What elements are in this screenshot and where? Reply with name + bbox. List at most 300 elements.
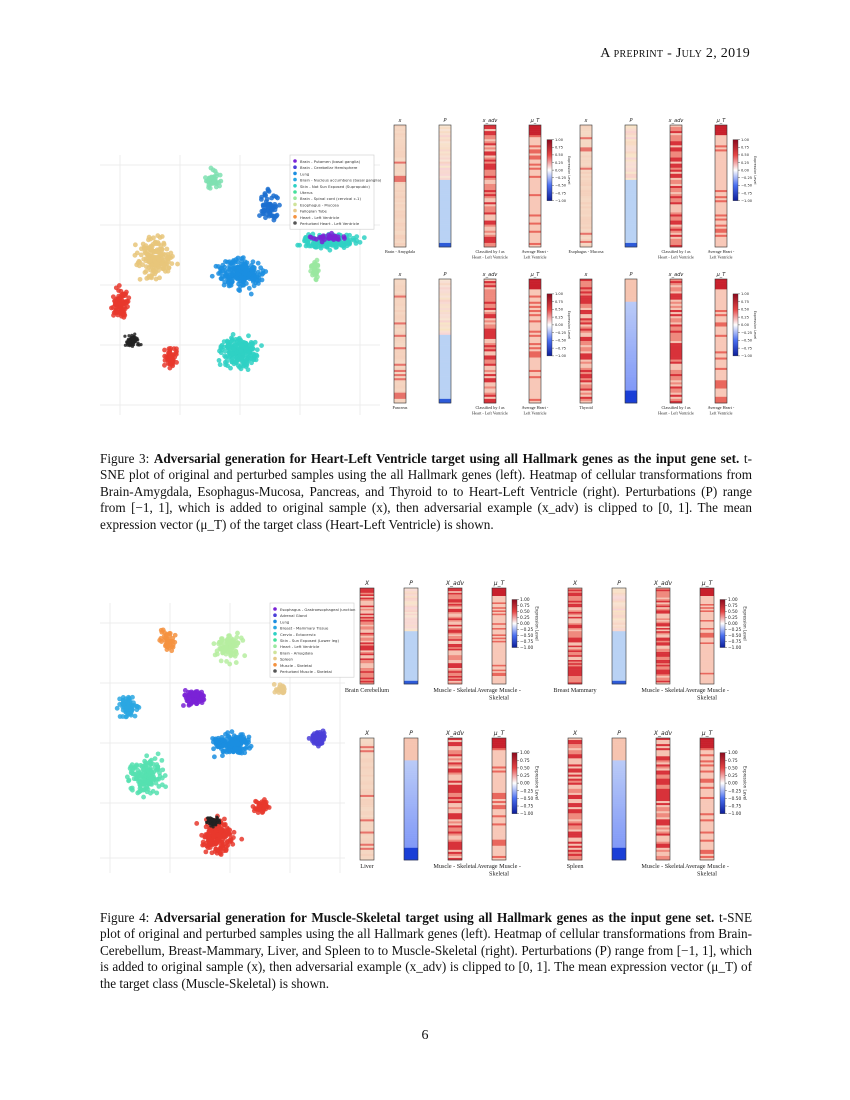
colorbar-tick-label: 0.00 xyxy=(741,168,750,173)
heatmap-band xyxy=(612,752,626,754)
heatmap-band xyxy=(625,212,637,214)
heatmap-band xyxy=(394,172,406,174)
cluster-green-small-point xyxy=(212,179,217,184)
legend-label: Esophagus - Gastroesophageal Junction xyxy=(280,607,356,612)
colorbar-bar xyxy=(733,140,738,201)
heatmap-band xyxy=(448,819,462,821)
heatmap-band xyxy=(484,227,496,229)
heatmap-band xyxy=(394,210,406,212)
heatmap-band xyxy=(439,362,451,364)
heatmap-band xyxy=(625,137,637,139)
heatmap-band xyxy=(439,192,451,194)
heatmap-band xyxy=(529,221,541,223)
heatmap-band xyxy=(580,310,592,312)
heatmap-band xyxy=(484,347,496,349)
heatmap-band xyxy=(580,194,592,196)
cluster-mint-point xyxy=(144,762,149,767)
heatmap-band xyxy=(394,318,406,320)
heatmap-band xyxy=(568,842,582,844)
column-header: x_adv xyxy=(482,272,498,278)
heatmap-band xyxy=(529,217,541,219)
heatmap-band xyxy=(439,204,451,206)
heatmap-band xyxy=(439,133,451,135)
heatmap-band xyxy=(612,779,626,781)
cluster-perturbed-point xyxy=(131,345,134,348)
heatmap-column xyxy=(656,588,670,684)
heatmap-band xyxy=(529,389,541,391)
heatmap-band xyxy=(656,817,670,819)
cluster-blue-point xyxy=(236,741,241,746)
heatmap-band xyxy=(670,372,682,374)
heatmap-band xyxy=(625,345,637,347)
heatmap-band xyxy=(670,331,682,333)
cluster-red-point xyxy=(218,850,223,855)
heatmap-band xyxy=(484,164,496,166)
heatmap-band xyxy=(625,287,637,289)
legend-label: Cervix - Ectocervix xyxy=(280,631,316,637)
colorbar-label: Expression Level xyxy=(566,155,571,185)
heatmap-band xyxy=(670,176,682,178)
heatmap-column xyxy=(580,279,592,403)
heatmap-band xyxy=(492,754,506,756)
cluster-red-point xyxy=(228,836,233,841)
heatmap-band xyxy=(404,825,418,827)
heatmap-band xyxy=(580,166,592,168)
heatmap-band xyxy=(580,186,592,188)
cluster-red-point xyxy=(222,823,227,828)
colorbar-tick-label: 0.00 xyxy=(728,781,738,787)
heatmap-band xyxy=(715,153,727,155)
cluster-teal-point xyxy=(259,343,264,348)
heatmap-band xyxy=(394,186,406,188)
heatmap-band xyxy=(625,178,637,180)
heatmap-band xyxy=(700,803,714,805)
heatmap-band xyxy=(529,368,541,370)
heatmap-band xyxy=(656,807,670,809)
heatmap-band xyxy=(715,198,727,200)
cluster-tan-point xyxy=(147,235,152,240)
heatmap-band xyxy=(492,825,506,827)
heatmap-band xyxy=(700,795,714,797)
heatmap-band xyxy=(484,355,496,357)
colorbar-tick-label: −1.00 xyxy=(741,198,753,203)
heatmap-band xyxy=(439,331,451,333)
cluster-blue-point xyxy=(230,729,235,734)
heatmap-band xyxy=(656,821,670,823)
heatmap-band xyxy=(439,289,451,291)
heatmap-band xyxy=(448,758,462,760)
cluster-orange-point xyxy=(168,640,173,645)
colorbar-tick-label: 0.75 xyxy=(741,145,750,150)
heatmap-column xyxy=(439,279,451,403)
colorbar-tick-label: −0.50 xyxy=(555,338,567,343)
heatmap-band xyxy=(439,235,451,237)
cluster-cyan-point xyxy=(127,696,132,701)
heatmap-band xyxy=(715,343,727,345)
heatmap-band xyxy=(580,306,592,308)
heatmap-band xyxy=(625,206,637,208)
heatmap-band xyxy=(448,785,462,787)
cluster-red-point xyxy=(239,837,244,842)
heatmap-band xyxy=(670,125,682,127)
heatmap-band xyxy=(625,131,637,133)
heatmap-band xyxy=(484,214,496,216)
heatmap-band xyxy=(656,850,670,852)
heatmap-band xyxy=(360,811,374,813)
heatmap-band xyxy=(529,219,541,221)
heatmap-band xyxy=(670,227,682,229)
heatmap-band xyxy=(670,314,682,316)
heatmap-band xyxy=(715,196,727,198)
heatmap-band xyxy=(625,355,637,357)
heatmap-band xyxy=(656,752,670,754)
heatmap-band xyxy=(529,308,541,310)
colorbar-tick-label: −0.25 xyxy=(741,330,753,335)
heatmap-band xyxy=(529,316,541,318)
heatmap-band xyxy=(580,139,592,141)
heatmap-band xyxy=(656,779,670,781)
heatmap-band xyxy=(568,848,582,850)
heatmap-band xyxy=(439,182,451,184)
heatmap-band xyxy=(394,151,406,153)
heatmap-band xyxy=(715,235,727,237)
heatmap-band xyxy=(580,339,592,341)
heatmap-band xyxy=(360,756,374,758)
heatmap-band xyxy=(394,287,406,289)
heatmap-band xyxy=(580,200,592,202)
heatmap-band xyxy=(715,208,727,210)
colorbar-label: Expression Level xyxy=(752,155,757,185)
cluster-dark-blue-point xyxy=(270,208,275,213)
heatmap-band xyxy=(568,823,582,825)
heatmap-band xyxy=(404,856,418,858)
heatmap-band xyxy=(670,204,682,206)
heatmap-band xyxy=(439,174,451,176)
cluster-red-point xyxy=(222,817,227,822)
heatmap-band xyxy=(529,147,541,149)
heatmap-band xyxy=(394,364,406,366)
heatmap-band xyxy=(580,180,592,182)
cluster-tan-point xyxy=(138,277,143,282)
colorbar-tick-label: 0.00 xyxy=(520,781,530,787)
cluster-red-small xyxy=(162,346,179,370)
cluster-red-point xyxy=(126,295,131,300)
heatmap-band xyxy=(580,156,592,158)
heatmap-band xyxy=(580,190,592,192)
cluster-light-green-point xyxy=(213,653,218,658)
cluster-purple-point xyxy=(183,688,188,693)
heatmap-band xyxy=(625,182,637,184)
heatmap-band xyxy=(625,333,637,335)
heatmap-band xyxy=(394,160,406,162)
heatmap-band xyxy=(484,362,496,364)
heatmap-band xyxy=(394,304,406,306)
heatmap-band xyxy=(439,312,451,314)
heatmap-band xyxy=(439,355,451,357)
colorbar-tick-label: 0.50 xyxy=(520,766,530,772)
heatmap-band xyxy=(439,291,451,293)
heatmap-band xyxy=(670,376,682,378)
colorbar-bar xyxy=(720,753,725,814)
colorbar-tick-label: −0.25 xyxy=(741,176,753,181)
heatmap-band xyxy=(484,283,496,285)
heatmap-band xyxy=(529,198,541,200)
heatmap-band xyxy=(404,773,418,775)
heatmap-band xyxy=(448,856,462,858)
cluster-teal-point xyxy=(237,365,242,370)
column-header: P xyxy=(443,118,447,124)
heatmap-band xyxy=(492,852,506,854)
heatmap-band xyxy=(360,856,374,858)
heatmap-band xyxy=(448,791,462,793)
cluster-red-point xyxy=(223,834,228,839)
heatmap-band xyxy=(670,210,682,212)
fig3-caption-label: Figure 3: xyxy=(100,451,154,466)
heatmap-band xyxy=(360,791,374,793)
heatmap-band xyxy=(670,312,682,314)
heatmap-band xyxy=(484,192,496,194)
heatmap-band xyxy=(700,846,714,848)
heatmap-band xyxy=(580,386,592,388)
heatmap-band xyxy=(492,830,506,832)
heatmap-band xyxy=(439,322,451,324)
heatmap-band xyxy=(700,738,714,740)
heatmap-band xyxy=(715,141,727,143)
heatmap-band xyxy=(568,801,582,803)
heatmap-band xyxy=(394,316,406,318)
heatmap-band xyxy=(439,176,451,178)
heatmap-band xyxy=(484,204,496,206)
heatmap-band xyxy=(360,807,374,809)
cluster-teal-point xyxy=(250,346,255,351)
heatmap-band xyxy=(394,386,406,388)
heatmap-band xyxy=(492,807,506,809)
heatmap-band xyxy=(580,391,592,393)
cluster-red-point xyxy=(203,834,208,839)
heatmap-band xyxy=(580,397,592,399)
cluster-purple-point xyxy=(200,693,205,698)
column-header: X xyxy=(364,730,370,737)
colorbar-tick-label: 0.50 xyxy=(728,766,738,772)
heatmap-band xyxy=(492,815,506,817)
heatmap-band xyxy=(404,844,418,846)
colorbar-tick-label: 0.75 xyxy=(728,758,738,764)
heatmap-band xyxy=(625,145,637,147)
cluster-red-point xyxy=(224,848,229,853)
heatmap-band xyxy=(568,793,582,795)
heatmap-band xyxy=(656,756,670,758)
heatmap-band xyxy=(439,329,451,331)
heatmap-band xyxy=(394,225,406,227)
heatmap-band xyxy=(670,186,682,188)
heatmap-band xyxy=(568,795,582,797)
heatmap-band xyxy=(656,819,670,821)
heatmap-band xyxy=(700,827,714,829)
legend-label: Brain - Spinal cord (cervical c-1) xyxy=(300,196,361,202)
cluster-tan-point xyxy=(159,247,164,252)
heatmap-band xyxy=(448,821,462,823)
cluster-red-small-point xyxy=(257,803,262,808)
heatmap-band xyxy=(670,333,682,335)
heatmap-band xyxy=(439,300,451,302)
heatmap-band xyxy=(484,364,496,366)
heatmap-band xyxy=(670,156,682,158)
cluster-light-green-point xyxy=(223,645,228,650)
heatmap-band xyxy=(404,740,418,742)
cluster-tan-point xyxy=(175,262,180,267)
heatmap-band xyxy=(568,827,582,829)
heatmap-band xyxy=(580,351,592,353)
heatmap-band xyxy=(580,219,592,221)
heatmap-band xyxy=(439,194,451,196)
colorbar-tick-label: −0.25 xyxy=(520,789,534,795)
heatmap-band xyxy=(670,364,682,366)
colorbar-tick-label: 0.75 xyxy=(520,604,530,610)
row-label: Brain Cerebellum xyxy=(344,687,390,695)
heatmap-band xyxy=(580,160,592,162)
heatmap-band xyxy=(625,147,637,149)
legend-label: Brain - Putamen (basal ganglia) xyxy=(300,159,361,164)
heatmap-band xyxy=(529,353,541,355)
heatmap-band xyxy=(529,384,541,386)
heatmap-band xyxy=(715,296,727,298)
heatmap-band xyxy=(656,848,670,850)
heatmap-band xyxy=(568,821,582,823)
heatmap-band xyxy=(625,200,637,202)
cluster-blue-point xyxy=(228,282,233,287)
colorbar-tick-label: 0.50 xyxy=(741,307,750,312)
heatmap-band xyxy=(492,821,506,823)
cluster-mint-point xyxy=(160,767,165,772)
heatmap-band xyxy=(625,188,637,190)
heatmap-band xyxy=(360,840,374,842)
heatmap-band xyxy=(394,133,406,135)
heatmap-band xyxy=(656,827,670,829)
colorbar-tick-label: 0.50 xyxy=(741,153,750,158)
heatmap-band xyxy=(484,374,496,376)
heatmap-band xyxy=(448,756,462,758)
heatmap-band xyxy=(439,358,451,360)
heatmap-band xyxy=(529,210,541,212)
running-header: A preprint - July 2, 2019 xyxy=(600,46,750,61)
heatmap-band xyxy=(580,178,592,180)
heatmap-band xyxy=(484,156,496,158)
cluster-mint-point xyxy=(134,764,139,769)
row-label: Left Ventricle xyxy=(523,410,547,416)
heatmap-band xyxy=(625,184,637,186)
heatmap-band xyxy=(439,158,451,160)
cluster-tan-point xyxy=(133,253,138,258)
colorbar-tick-label: −0.75 xyxy=(741,346,753,351)
cluster-blue-point xyxy=(249,263,254,268)
heatmap-band xyxy=(529,137,541,139)
heatmap-band xyxy=(670,337,682,339)
heatmap-band xyxy=(656,834,670,836)
heatmap-band xyxy=(529,237,541,239)
heatmap-band xyxy=(484,386,496,388)
cluster-tan-point xyxy=(156,250,161,255)
heatmap-band xyxy=(715,170,727,172)
heatmap-band xyxy=(484,393,496,395)
heatmap-band xyxy=(394,237,406,239)
heatmap-band xyxy=(700,740,714,742)
heatmap-band xyxy=(439,364,451,366)
heatmap-band xyxy=(360,836,374,838)
cluster-tan-point xyxy=(149,275,154,280)
heatmap-band xyxy=(715,382,727,384)
cluster-light-green-point xyxy=(235,631,240,636)
heatmap-band xyxy=(492,823,506,825)
heatmap-band xyxy=(580,370,592,372)
colorbar-label: Expression Level xyxy=(534,765,540,801)
heatmap-band xyxy=(700,797,714,799)
heatmap-band xyxy=(625,298,637,300)
cluster-blue-point xyxy=(251,277,256,282)
heatmap-band xyxy=(404,842,418,844)
heatmap-band xyxy=(394,196,406,198)
heatmap-band xyxy=(715,353,727,355)
heatmap-band xyxy=(580,196,592,198)
heatmap-band xyxy=(529,162,541,164)
heatmap-band xyxy=(568,789,582,791)
heatmap-band xyxy=(580,131,592,133)
heatmap-band xyxy=(612,797,626,799)
heatmap-band xyxy=(404,823,418,825)
heatmap-band xyxy=(580,231,592,233)
heatmap-band xyxy=(484,324,496,326)
heatmap-band xyxy=(568,819,582,821)
heatmap-band xyxy=(715,306,727,308)
heatmap-band xyxy=(715,360,727,362)
heatmap-band xyxy=(580,147,592,149)
heatmap-band xyxy=(484,296,496,298)
heatmap-column xyxy=(484,125,496,247)
heatmap-band xyxy=(580,300,592,302)
heatmap-band xyxy=(656,758,670,760)
heatmap-band xyxy=(448,748,462,750)
column-header: P xyxy=(617,580,621,587)
heatmap-band xyxy=(715,151,727,153)
heatmap-band xyxy=(580,145,592,147)
heatmap-band xyxy=(656,750,670,752)
heatmap-band xyxy=(439,386,451,388)
row-label: Heart - Left Ventricle xyxy=(658,254,694,260)
heatmap-band xyxy=(580,364,592,366)
heatmap-band xyxy=(715,143,727,145)
heatmap-band xyxy=(439,237,451,239)
heatmap-band xyxy=(580,202,592,204)
heatmap-band xyxy=(394,391,406,393)
heatmap-band xyxy=(625,374,637,376)
heatmap-band xyxy=(404,744,418,746)
heatmap-band xyxy=(394,156,406,158)
row-label: Heart - Left Ventricle xyxy=(472,410,508,416)
heatmap-band xyxy=(580,168,592,170)
heatmap-band xyxy=(394,370,406,372)
cluster-red-small-point xyxy=(170,352,175,357)
heatmap-band xyxy=(360,827,374,829)
cluster-blue-point xyxy=(212,754,217,759)
heatmap-band xyxy=(448,793,462,795)
heatmap-band xyxy=(656,795,670,797)
heatmap-band xyxy=(700,832,714,834)
heatmap-band xyxy=(394,135,406,137)
heatmap-band xyxy=(580,368,592,370)
heatmap-band xyxy=(625,300,637,302)
cluster-red-point xyxy=(123,306,128,311)
heatmap-band xyxy=(360,842,374,844)
heatmap-band xyxy=(484,331,496,333)
